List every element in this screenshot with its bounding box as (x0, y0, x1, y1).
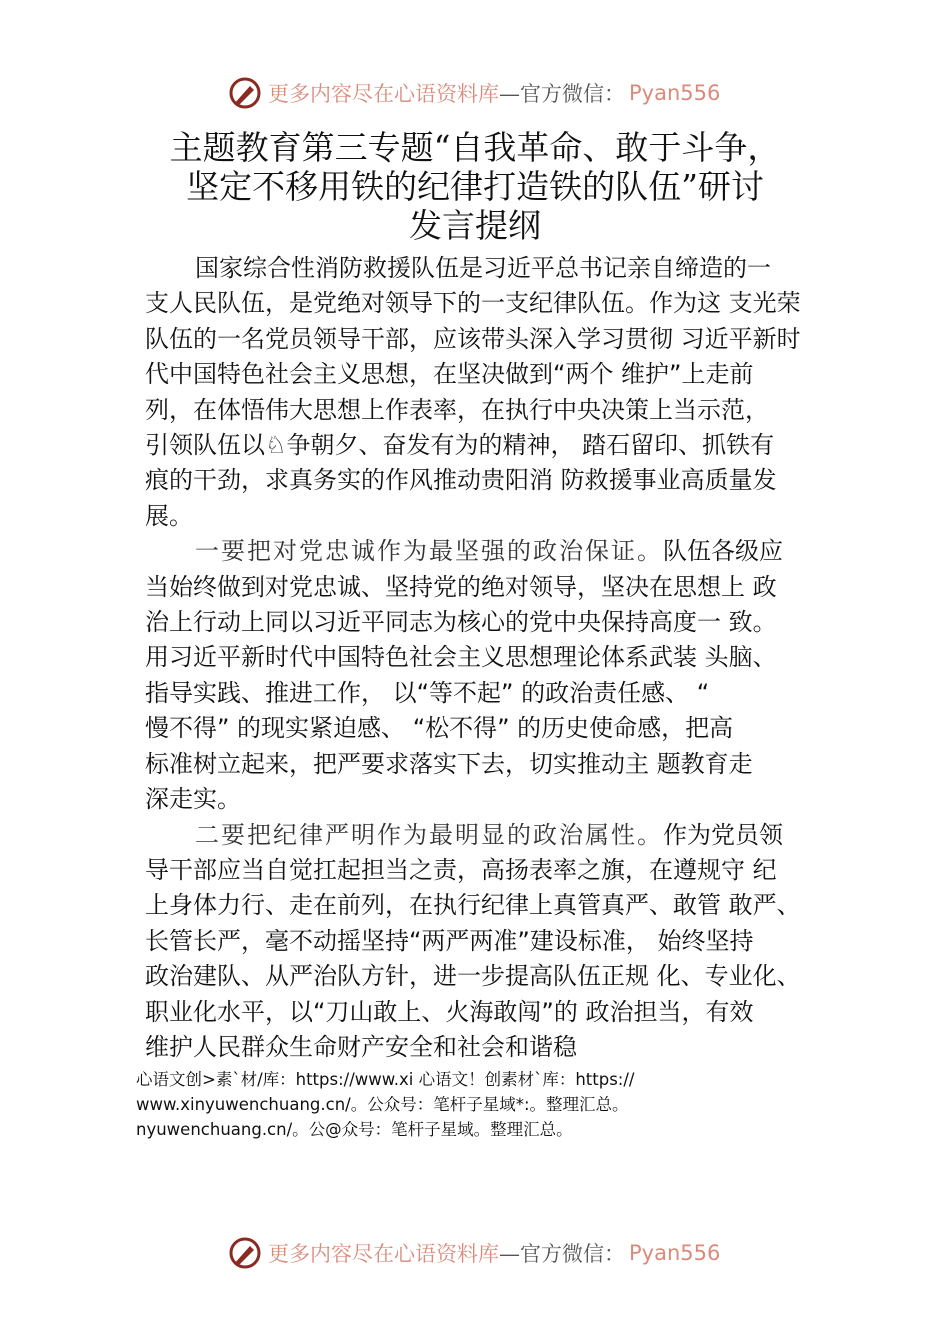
footer-line: 心语文创>素`材/库：https://www.xi 心语文！创素材`库：https:// (136, 1070, 635, 1089)
text-line: 支人民队伍，是党绝对领导下的一支纪律队伍。作为这 支光荣 (145, 289, 801, 318)
text-line: 职业化水平，以“刀山敢上、火海敢闯”的 政治担当，有效 (145, 997, 754, 1026)
text-line (145, 818, 825, 853)
banner-wechat-label: —官方微信： (499, 1242, 625, 1266)
pen-logo-icon (228, 76, 262, 110)
pen-logo-icon (228, 1236, 262, 1270)
text-line: 深走实。 (145, 785, 241, 814)
banner-text: 更多内容尽在心语资料库 (268, 82, 499, 106)
section-heading: 二要把纪律严明作为最明显的政治属性。 (195, 820, 663, 849)
text-line: 指导实践、推进工作， 以“等不起” 的政治责任感、 “ (145, 678, 710, 707)
footer-line: nyuwenchuang.cn/。公@众号：笔杆子星域。整理汇总。 (136, 1120, 573, 1139)
text-line: 政治建队、从严治队方针，进一步提高队伍正规 化、专业化、 (145, 962, 801, 991)
title-line: 坚定不移用铁的纪律打造铁的队伍”研讨 (186, 167, 764, 206)
bottom-banner (228, 1233, 728, 1273)
banner-text: 更多内容尽在心语资料库 (268, 1242, 499, 1266)
footer-line: www.xinyuwenchuang.cn/。公众号：笔杆子星域*:。整理汇总。 (136, 1095, 629, 1114)
title-line: 主题教育第三专题“自我革命、敢于斗争， (169, 128, 781, 167)
text-line: 慢不得” 的现实紧迫感、 “松不得” 的历史使命感，把高 (145, 714, 734, 743)
banner-wechat-label: —官方微信： (499, 82, 625, 106)
text-line: 列，在体悟伟大思想上作表率，在执行中央决策上当示范， (145, 395, 769, 424)
text-line: 上身体力行、走在前列，在执行纪律上真管真严、敢管 敢严、 (145, 891, 801, 920)
title-line: 发言提纲 (409, 206, 541, 245)
document-body (145, 251, 825, 1065)
text-line: 用习近平新时代中国特色社会主义思想理论体系武装 头脑、 (145, 643, 777, 672)
text-line: 代中国特色社会主义思想，在坚决做到“两个 维护”上走前 (145, 360, 754, 389)
text-line: 引领队伍以♘争朝夕、奋发有为的精神， 踏石留印、抓铁有 (145, 431, 775, 460)
text-line (145, 534, 825, 569)
text-line: 长管长严，毫不动摇坚持“两严两准”建设标准， 始终坚持 (145, 926, 754, 955)
top-banner (228, 73, 728, 113)
source-footer (136, 1067, 634, 1142)
text-line: 痕的干劲，求真务实的作风推动贵阳消 防救援事业高质量发 (145, 466, 777, 495)
text-line: 展。 (145, 501, 193, 530)
text-line: 维护人民群众生命财产安全和社会和谐稳 (145, 1032, 577, 1061)
text-line: 国家综合性消防救援队伍是习近平总书记亲自缔造的一 (195, 254, 771, 282)
text-line: 标准树立起来，把严要求落实下去，切实推动主 题教育走 (145, 749, 753, 778)
banner-wechat-id: Pyan556 (629, 1241, 721, 1265)
document-title (100, 128, 850, 245)
text-line: 当始终做到对党忠诚、坚持党的绝对领导，坚决在思想上 政 (145, 572, 777, 601)
banner-wechat-id: Pyan556 (629, 81, 721, 105)
text-line: 导干部应当自觉扛起担当之责，高扬表率之旗，在遵规守 纪 (145, 855, 777, 884)
section-heading: 一要把对党忠诚作为最坚强的政治保证。 (195, 537, 663, 566)
text-segment: 作为党员领 (663, 820, 783, 849)
text-line: 队伍的一名党员领导干部，应该带头深入学习贯彻 习近平新时 (145, 324, 801, 353)
text-line: 治上行动上同以习近平同志为核心的党中央保持高度一 致。 (145, 608, 777, 637)
text-segment: 队伍各级应 (663, 537, 783, 566)
